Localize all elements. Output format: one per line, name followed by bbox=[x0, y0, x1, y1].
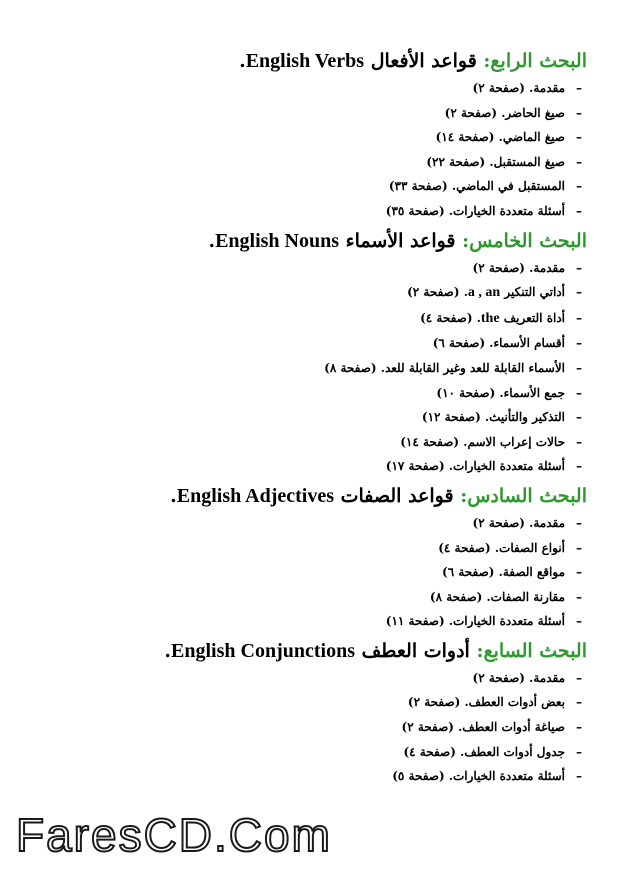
dash-bullet: – bbox=[576, 203, 582, 218]
dash-bullet: – bbox=[576, 385, 582, 400]
dash-bullet: – bbox=[576, 670, 582, 685]
section-verbs bbox=[40, 46, 587, 224]
item-text: أسئلة متعددة الخيارات. (صفحة ١٧) bbox=[385, 459, 565, 474]
section-heading: البحث السادس: قواعد الصفات English Adjectives. bbox=[170, 484, 587, 507]
item-text-before: أداة التعريف bbox=[503, 310, 565, 325]
dash-bullet: – bbox=[576, 744, 582, 759]
dash-bullet: – bbox=[576, 410, 582, 425]
section-title-en: English Conjunctions bbox=[171, 639, 355, 662]
item-text: أسئلة متعددة الخيارات. (صفحة ٣٥) bbox=[385, 203, 565, 218]
list-item bbox=[40, 331, 587, 356]
dash-bullet: – bbox=[576, 769, 582, 784]
item-text: صياغة أدوات العطف. (صفحة ٢) bbox=[401, 720, 565, 735]
list-item bbox=[40, 454, 587, 479]
section-title-ar: قواعد الأسماء bbox=[345, 229, 456, 252]
list-item bbox=[40, 306, 587, 332]
item-text: جمع الأسماء. (صفحة ١٠) bbox=[436, 385, 565, 400]
watermark: FaresCD.Com bbox=[16, 809, 332, 861]
list-item bbox=[40, 609, 587, 634]
list-item bbox=[40, 536, 587, 561]
item-text: مقارنة الصفات. (صفحة ٨) bbox=[429, 589, 565, 604]
list-item bbox=[40, 125, 587, 150]
item-text: جدول أدوات العطف. (صفحة ٤) bbox=[403, 744, 565, 759]
list-item bbox=[40, 256, 587, 281]
section-label: البحث السادس: bbox=[460, 484, 587, 507]
item-text-en: the bbox=[480, 310, 500, 326]
list-item bbox=[40, 174, 587, 199]
section-label: البحث الرابع: bbox=[483, 50, 587, 72]
list-item bbox=[40, 150, 587, 175]
item-text-after: . (صفحة ٤) bbox=[420, 310, 481, 325]
item-text: أقسام الأسماء. (صفحة ٦) bbox=[432, 336, 565, 351]
dash-bullet: – bbox=[576, 336, 582, 351]
list-item bbox=[40, 715, 587, 740]
item-text: مواقع الصفة. (صفحة ٦) bbox=[442, 565, 565, 580]
dash-bullet: – bbox=[576, 515, 582, 530]
dash-bullet: – bbox=[576, 565, 582, 580]
dash-bullet: – bbox=[576, 105, 582, 120]
list-item bbox=[40, 560, 587, 585]
item-text-before: أداتي التنكير bbox=[504, 285, 565, 300]
item-text: أسئلة متعددة الخيارات. (صفحة ٥) bbox=[392, 769, 565, 784]
dash-bullet: – bbox=[576, 154, 582, 169]
document-page bbox=[40, 46, 587, 791]
section-title-en: English Nouns bbox=[215, 229, 340, 252]
section-conjunctions bbox=[40, 636, 587, 789]
item-text: صيغ المستقبل. (صفحة ٢٢) bbox=[426, 154, 565, 169]
dash-bullet: – bbox=[576, 179, 582, 194]
dash-bullet: – bbox=[576, 260, 582, 275]
list-item bbox=[40, 690, 587, 715]
section-items bbox=[40, 511, 587, 634]
section-nouns bbox=[40, 226, 587, 479]
section-title-en: English Adjectives bbox=[176, 484, 334, 507]
section-label: البحث السابع: bbox=[476, 639, 587, 662]
dash-bullet: – bbox=[576, 310, 582, 325]
list-item bbox=[40, 405, 587, 430]
section-items bbox=[40, 666, 587, 789]
dash-bullet: – bbox=[576, 360, 582, 375]
section-title-ar: أدوات العطف bbox=[361, 639, 470, 662]
dash-bullet: – bbox=[576, 130, 582, 145]
section-items bbox=[40, 256, 587, 479]
item-text: مقدمة. (صفحة ٢) bbox=[472, 670, 565, 685]
dash-bullet: – bbox=[576, 81, 582, 95]
item-text: صيغ الماضي. (صفحة ١٤) bbox=[435, 130, 565, 145]
list-item bbox=[40, 280, 587, 306]
item-text: أنواع الصفات. (صفحة ٤) bbox=[438, 540, 565, 555]
section-heading: البحث الرابع: قواعد الأفعال English Verbs. bbox=[239, 50, 587, 72]
item-text: مقدمة. (صفحة ٢) bbox=[472, 81, 565, 95]
list-item bbox=[40, 430, 587, 455]
section-heading: البحث الخامس: قواعد الأسماء English Nouns. bbox=[208, 229, 587, 252]
section-title-ar: قواعد الأفعال bbox=[370, 50, 477, 72]
item-text: المستقبل في الماضي. (صفحة ٣٣) bbox=[388, 179, 565, 194]
item-text-after: . (صفحة ٢) bbox=[407, 285, 468, 300]
dash-bullet: – bbox=[576, 285, 582, 300]
list-item bbox=[40, 511, 587, 536]
section-label: البحث الخامس: bbox=[462, 229, 587, 252]
item-text: مقدمة. (صفحة ٢) bbox=[472, 515, 565, 530]
item-text: صيغ الحاضر. (صفحة ٢) bbox=[444, 105, 565, 120]
item-text: الأسماء القابلة للعد وغير القابلة للعد. (صفحة ٨) bbox=[324, 360, 565, 375]
list-item bbox=[40, 199, 587, 224]
section-heading: البحث السابع: أدوات العطف English Conjunctions. bbox=[164, 639, 587, 662]
list-item bbox=[40, 585, 587, 610]
item-text: التذكير والتأنيث. (صفحة ١٢) bbox=[421, 410, 565, 425]
dash-bullet: – bbox=[576, 720, 582, 735]
section-title-ar: قواعد الصفات bbox=[340, 484, 454, 507]
list-item bbox=[40, 356, 587, 381]
list-item bbox=[40, 764, 587, 789]
dash-bullet: – bbox=[576, 434, 582, 449]
list-item bbox=[40, 666, 587, 691]
section-items bbox=[40, 76, 587, 224]
section-title-en: English Verbs bbox=[245, 50, 365, 72]
dash-bullet: – bbox=[576, 614, 582, 629]
section-adjectives bbox=[40, 481, 587, 634]
list-item bbox=[40, 381, 587, 406]
item-text: أسئلة متعددة الخيارات. (صفحة ١١) bbox=[385, 614, 565, 629]
item-text: حالات إعراب الاسم. (صفحة ١٤) bbox=[400, 434, 565, 449]
item-text: بعض أدوات العطف. (صفحة ٢) bbox=[407, 695, 565, 710]
list-item bbox=[40, 76, 587, 101]
list-item bbox=[40, 740, 587, 765]
item-text: مقدمة. (صفحة ٢) bbox=[472, 260, 565, 275]
dash-bullet: – bbox=[576, 695, 582, 710]
dash-bullet: – bbox=[576, 459, 582, 474]
dash-bullet: – bbox=[576, 589, 582, 604]
list-item bbox=[40, 101, 587, 126]
item-text-en: a , an bbox=[467, 285, 501, 301]
dash-bullet: – bbox=[576, 540, 582, 555]
